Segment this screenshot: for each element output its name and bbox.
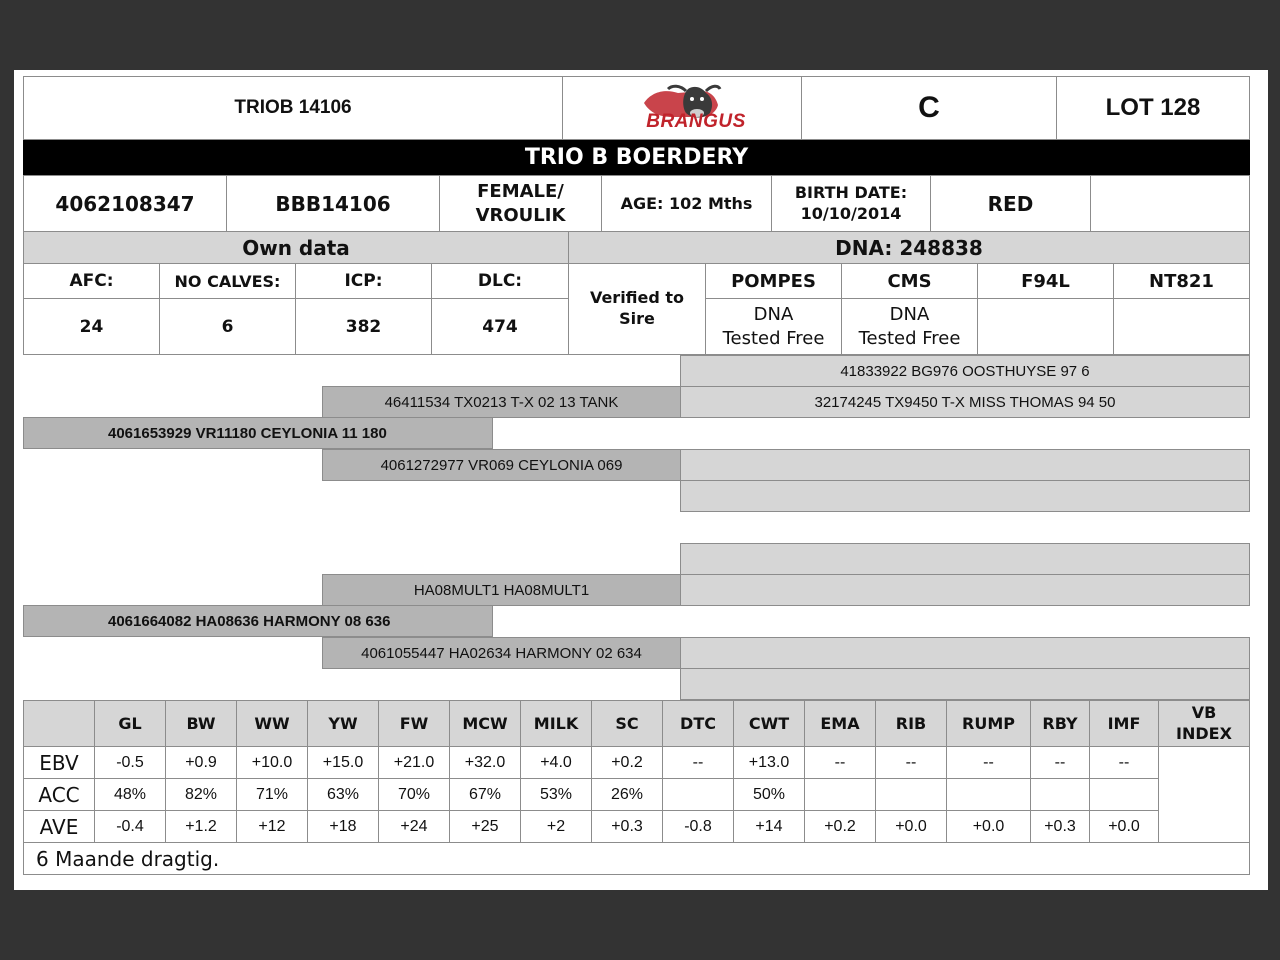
dam-dam-sire — [680, 637, 1250, 669]
grade: C — [801, 76, 1057, 140]
ebv-value: +15.0 — [307, 746, 379, 779]
ebv-value: +0.0 — [946, 810, 1031, 843]
verified-line-1: Verified to — [589, 288, 685, 308]
nt821-result — [1113, 298, 1250, 355]
sire-sire-dam: 32174245 TX9450 T-X MISS THOMAS 94 50 — [680, 386, 1250, 418]
sire-dam: 4061272977 VR069 CEYLONIA 069 — [322, 449, 681, 481]
dna-title: DNA: 248838 — [568, 231, 1250, 264]
cms-header: CMS — [841, 263, 978, 299]
ebv-value: -0.8 — [662, 810, 734, 843]
brangus-wordmark: BRANGUS — [646, 111, 746, 132]
f94l-header: F94L — [977, 263, 1114, 299]
breeder-name: TRIO B BOERDERY — [23, 140, 1250, 175]
lot-number: LOT 128 — [1056, 76, 1250, 140]
colour: RED — [930, 175, 1091, 232]
herd-id: BBB14106 — [226, 175, 440, 232]
ebv-value: +0.0 — [1089, 810, 1159, 843]
cms-result-line-2: Tested Free — [858, 327, 961, 349]
birth-date — [771, 175, 931, 232]
vb-index-header — [1158, 700, 1250, 747]
ebv-value: -0.4 — [94, 810, 166, 843]
ebv-value: +21.0 — [378, 746, 450, 779]
lot-card — [14, 70, 1268, 890]
ebv-value: -- — [875, 746, 947, 779]
ebv-value: 48% — [94, 778, 166, 811]
ebv-header-milk: MILK — [520, 700, 592, 747]
ebv-value: 67% — [449, 778, 521, 811]
ebv-header-ww: WW — [236, 700, 308, 747]
ebv-header-rump: RUMP — [946, 700, 1031, 747]
dam: 4061664082 HA08636 HARMONY 08 636 — [23, 605, 493, 637]
no-calves-value: 6 — [159, 298, 296, 355]
ebv-header-dtc: DTC — [662, 700, 734, 747]
ebv-header-fw: FW — [378, 700, 450, 747]
sex — [439, 175, 602, 232]
ebv-value — [804, 778, 876, 811]
ebv-value — [662, 778, 734, 811]
pompes-result — [705, 298, 842, 355]
dam-dam-dam — [680, 668, 1250, 700]
ebv-value: +0.9 — [165, 746, 237, 779]
ebv-value: 71% — [236, 778, 308, 811]
row-label-acc: ACC — [23, 778, 95, 811]
ebv-value: +32.0 — [449, 746, 521, 779]
afc-value: 24 — [23, 298, 160, 355]
ebv-header-gl: GL — [94, 700, 166, 747]
ebv-value: +0.2 — [804, 810, 876, 843]
f94l-result — [977, 298, 1114, 355]
pompes-result-line-1: DNA — [753, 304, 794, 326]
row-label-ave: AVE — [23, 810, 95, 843]
ebv-value: +10.0 — [236, 746, 308, 779]
dam-sire: HA08MULT1 HA08MULT1 — [322, 574, 681, 606]
no-calves-header: NO CALVES: — [159, 263, 296, 299]
dlc-header: DLC: — [431, 263, 569, 299]
sire-dam-sire — [680, 449, 1250, 481]
ebv-value: +0.2 — [591, 746, 663, 779]
ebv-value: 82% — [165, 778, 237, 811]
ebv-corner — [23, 700, 95, 747]
own-data-title: Own data — [23, 231, 569, 264]
cms-result — [841, 298, 978, 355]
sex-line-2: VROULIK — [475, 204, 566, 226]
ebv-header-imf: IMF — [1089, 700, 1159, 747]
dam-sire-dam — [680, 574, 1250, 606]
ebv-value: 26% — [591, 778, 663, 811]
birth-date-value: 10/10/2014 — [800, 203, 902, 223]
ebv-value — [1089, 778, 1159, 811]
ebv-header-sc: SC — [591, 700, 663, 747]
info-extra — [1090, 175, 1250, 232]
registration-number: 4062108347 — [23, 175, 227, 232]
vb-index-header-line-2: INDEX — [1176, 723, 1232, 743]
ebv-value: +14 — [733, 810, 805, 843]
ebv-value — [1030, 778, 1090, 811]
ebv-value: -- — [1030, 746, 1090, 779]
ebv-value: 63% — [307, 778, 379, 811]
age: AGE: 102 Mths — [601, 175, 772, 232]
ebv-value: 53% — [520, 778, 592, 811]
row-label-ebv: EBV — [23, 746, 95, 779]
dam-sire-sire — [680, 543, 1250, 575]
ebv-value: 50% — [733, 778, 805, 811]
ebv-value: +0.3 — [1030, 810, 1090, 843]
ebv-value: -0.5 — [94, 746, 166, 779]
sire-dam-dam — [680, 480, 1250, 512]
ebv-value: +25 — [449, 810, 521, 843]
sire-sire: 46411534 TX0213 T-X 02 13 TANK — [322, 386, 681, 418]
cms-result-line-1: DNA — [889, 304, 930, 326]
ebv-header-ema: EMA — [804, 700, 876, 747]
dlc-value: 474 — [431, 298, 569, 355]
vb-index-header-line-1: VB — [1191, 702, 1217, 722]
ebv-value: +13.0 — [733, 746, 805, 779]
pompes-header: POMPES — [705, 263, 842, 299]
ebv-header-yw: YW — [307, 700, 379, 747]
verified-to-sire — [568, 263, 706, 355]
ebv-value: -- — [946, 746, 1031, 779]
ebv-header-rby: RBY — [1030, 700, 1090, 747]
nt821-header: NT821 — [1113, 263, 1250, 299]
ebv-value: 70% — [378, 778, 450, 811]
ebv-value: -- — [662, 746, 734, 779]
animal-id: TRIOB 14106 — [23, 76, 563, 140]
pompes-result-line-2: Tested Free — [722, 327, 825, 349]
sire-sire-sire: 41833922 BG976 OOSTHUYSE 97 6 — [680, 355, 1250, 387]
ebv-value: +1.2 — [165, 810, 237, 843]
icp-header: ICP: — [295, 263, 432, 299]
birth-date-label: BIRTH DATE: — [794, 182, 908, 202]
ebv-value: +4.0 — [520, 746, 592, 779]
vb-index-value — [1158, 746, 1250, 843]
verified-line-2: Sire — [619, 309, 655, 328]
ebv-header-bw: BW — [165, 700, 237, 747]
ebv-value: -- — [804, 746, 876, 779]
sex-line-1: FEMALE/ — [477, 181, 564, 203]
comment: 6 Maande dragtig. — [23, 842, 1250, 875]
ebv-value: +0.0 — [875, 810, 947, 843]
ebv-value — [875, 778, 947, 811]
ebv-value: +2 — [520, 810, 592, 843]
ebv-value: +24 — [378, 810, 450, 843]
ebv-value: +0.3 — [591, 810, 663, 843]
ebv-value: -- — [1089, 746, 1159, 779]
dam-dam: 4061055447 HA02634 HARMONY 02 634 — [322, 637, 681, 669]
sire: 4061653929 VR11180 CEYLONIA 11 180 — [23, 417, 493, 449]
icp-value: 382 — [295, 298, 432, 355]
ebv-value: +18 — [307, 810, 379, 843]
brangus-logo — [562, 76, 802, 140]
afc-header: AFC: — [23, 263, 160, 299]
ebv-header-mcw: MCW — [449, 700, 521, 747]
ebv-header-cwt: CWT — [733, 700, 805, 747]
ebv-header-rib: RIB — [875, 700, 947, 747]
ebv-value: +12 — [236, 810, 308, 843]
ebv-value — [946, 778, 1031, 811]
